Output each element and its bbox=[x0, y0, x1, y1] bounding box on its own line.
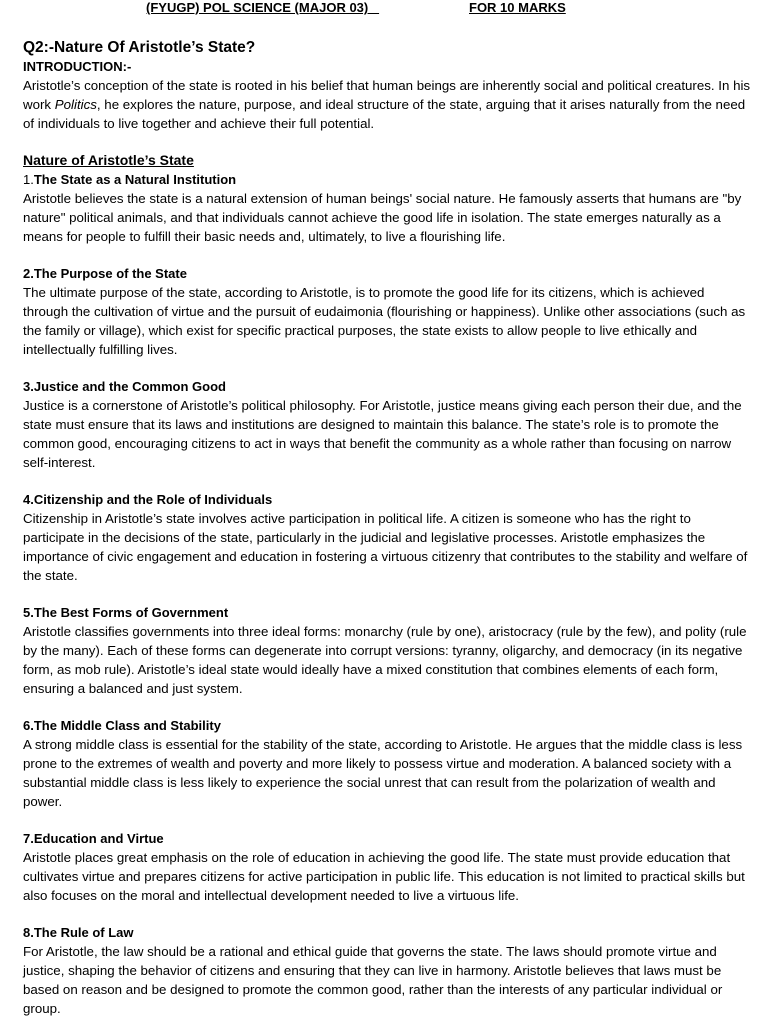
section-heading: Education and Virtue bbox=[33, 831, 164, 846]
section-heading: The Best Forms of Government bbox=[33, 605, 229, 620]
section-number: 3. bbox=[23, 379, 34, 394]
section-8 bbox=[23, 923, 752, 1018]
page-header bbox=[23, 0, 752, 18]
section-title bbox=[23, 923, 752, 942]
section-body: For Aristotle, the law should be a rational and ethical guide that governs the state. The laws should promote virtue and justice, shaping the behavior of citizens and ensuring that they can live in harmony. Aristotle believes that laws must be based on reason and be designed to promote the common good, rather than the interests of any particular individual or group. bbox=[23, 944, 723, 1016]
section-4 bbox=[23, 490, 752, 585]
section-title bbox=[23, 377, 752, 396]
section-title bbox=[23, 170, 752, 189]
section-heading: Citizenship and the Role of Individuals bbox=[33, 492, 273, 507]
section-body: Aristotle classifies governments into three ideal forms: monarchy (rule by one), aristocracy (rule by the few), and polity (rule by the many). Each of these forms can degenerate into corrupt versions: tyranny, oligarchy, and democracy (in its negative form, as mob rule). Aristotle’s ideal state would ideally have a mixed constitution that combines elements of each form, ensuring a balanced and just system. bbox=[23, 624, 747, 696]
course-header: (FYUGP) POL SCIENCE (MAJOR 03) bbox=[146, 0, 380, 15]
intro-text-start: Aristotle’s conception of the state is rooted in his belief that human beings are inherently social and political creatures. In his work bbox=[23, 78, 751, 112]
section-number: 7. bbox=[23, 831, 34, 846]
section-title bbox=[23, 264, 752, 283]
section-heading: Justice and the Common Good bbox=[33, 379, 226, 394]
nature-heading: Nature of Aristotle’s State bbox=[23, 152, 194, 168]
section-body: Aristotle believes the state is a natural extension of human beings' social nature. He famously asserts that humans are "by nature" political animals, and that individuals cannot achieve the good life in isolation. The state emerges naturally as a means for people to fulfill their basic needs and, ultimately, to live a flourishing life. bbox=[23, 191, 742, 244]
section-2 bbox=[23, 264, 752, 359]
intro-italic-title: Politics bbox=[54, 97, 97, 112]
section-number: 8. bbox=[23, 925, 34, 940]
section-3 bbox=[23, 377, 752, 472]
section-number: 1. bbox=[23, 172, 34, 187]
section-number: 6. bbox=[23, 718, 34, 733]
section-title bbox=[23, 829, 752, 848]
section-heading: The State as a Natural Institution bbox=[33, 172, 237, 187]
section-number: 4. bbox=[23, 492, 34, 507]
section-body: Aristotle places great emphasis on the role of education in achieving the good life. The state must provide education that cultivates virtue and prepares citizens for active participation in public life. This education is not limited to practical skills but also focuses on the moral and intellectual development needed to live a virtuous life. bbox=[23, 850, 745, 903]
section-1 bbox=[23, 170, 752, 246]
section-5 bbox=[23, 603, 752, 698]
section-body: Justice is a cornerstone of Aristotle’s political philosophy. For Aristotle, justice means giving each person their due, and the state must ensure that its laws and institutions are designed to maintain this balance. The state’s role is to promote the common good, encouraging citizens to act in ways that benefit the community as a whole rather than focusing on narrow self-interest. bbox=[23, 398, 742, 470]
intro-text-end: , he explores the nature, purpose, and ideal structure of the state, arguing that it arises naturally from the need of individuals to live together and achieve their full potential. bbox=[23, 97, 746, 131]
section-number: 2. bbox=[23, 266, 34, 281]
section-body: The ultimate purpose of the state, according to Aristotle, is to promote the good life for its citizens, which is achieved through the cultivation of virtue and the pursuit of eudaimonia (flourishing or happiness). Unlike other associations (such as the family or village), which exist for specific practical purposes, the state exists to allow people to live ethically and intellectually fulfilling lives. bbox=[23, 285, 746, 357]
section-number: 5. bbox=[23, 605, 34, 620]
section-body: A strong middle class is essential for the stability of the state, according to Aristotle. He argues that the middle class is less prone to the extremes of wealth and poverty and more likely to possess virtue and moderation. A balanced society with a substantial middle class is less likely to experience the social unrest that can result from the polarization of wealth and power. bbox=[23, 737, 743, 809]
section-title bbox=[23, 716, 752, 735]
section-6 bbox=[23, 716, 752, 811]
intro-label: INTRODUCTION:- bbox=[23, 59, 132, 74]
section-title bbox=[23, 490, 752, 509]
marks-header: FOR 10 MARKS bbox=[469, 0, 566, 15]
section-title bbox=[23, 603, 752, 622]
intro-paragraph bbox=[23, 76, 752, 133]
section-heading: The Middle Class and Stability bbox=[33, 718, 221, 733]
section-7 bbox=[23, 829, 752, 905]
section-heading: The Purpose of the State bbox=[33, 266, 187, 281]
section-body: Citizenship in Aristotle’s state involves active participation in political life. A citizen is someone who has the right to participate in the decisions of the state, particularly in the judicial and legislative processes. Aristotle emphasizes the importance of civic engagement and education in fostering a virtuous citizenry that contributes to the stability and welfare of the state. bbox=[23, 511, 748, 583]
section-heading: The Rule of Law bbox=[33, 925, 134, 940]
question-title: Q2:-Nature Of Aristotle’s State? bbox=[23, 39, 256, 56]
